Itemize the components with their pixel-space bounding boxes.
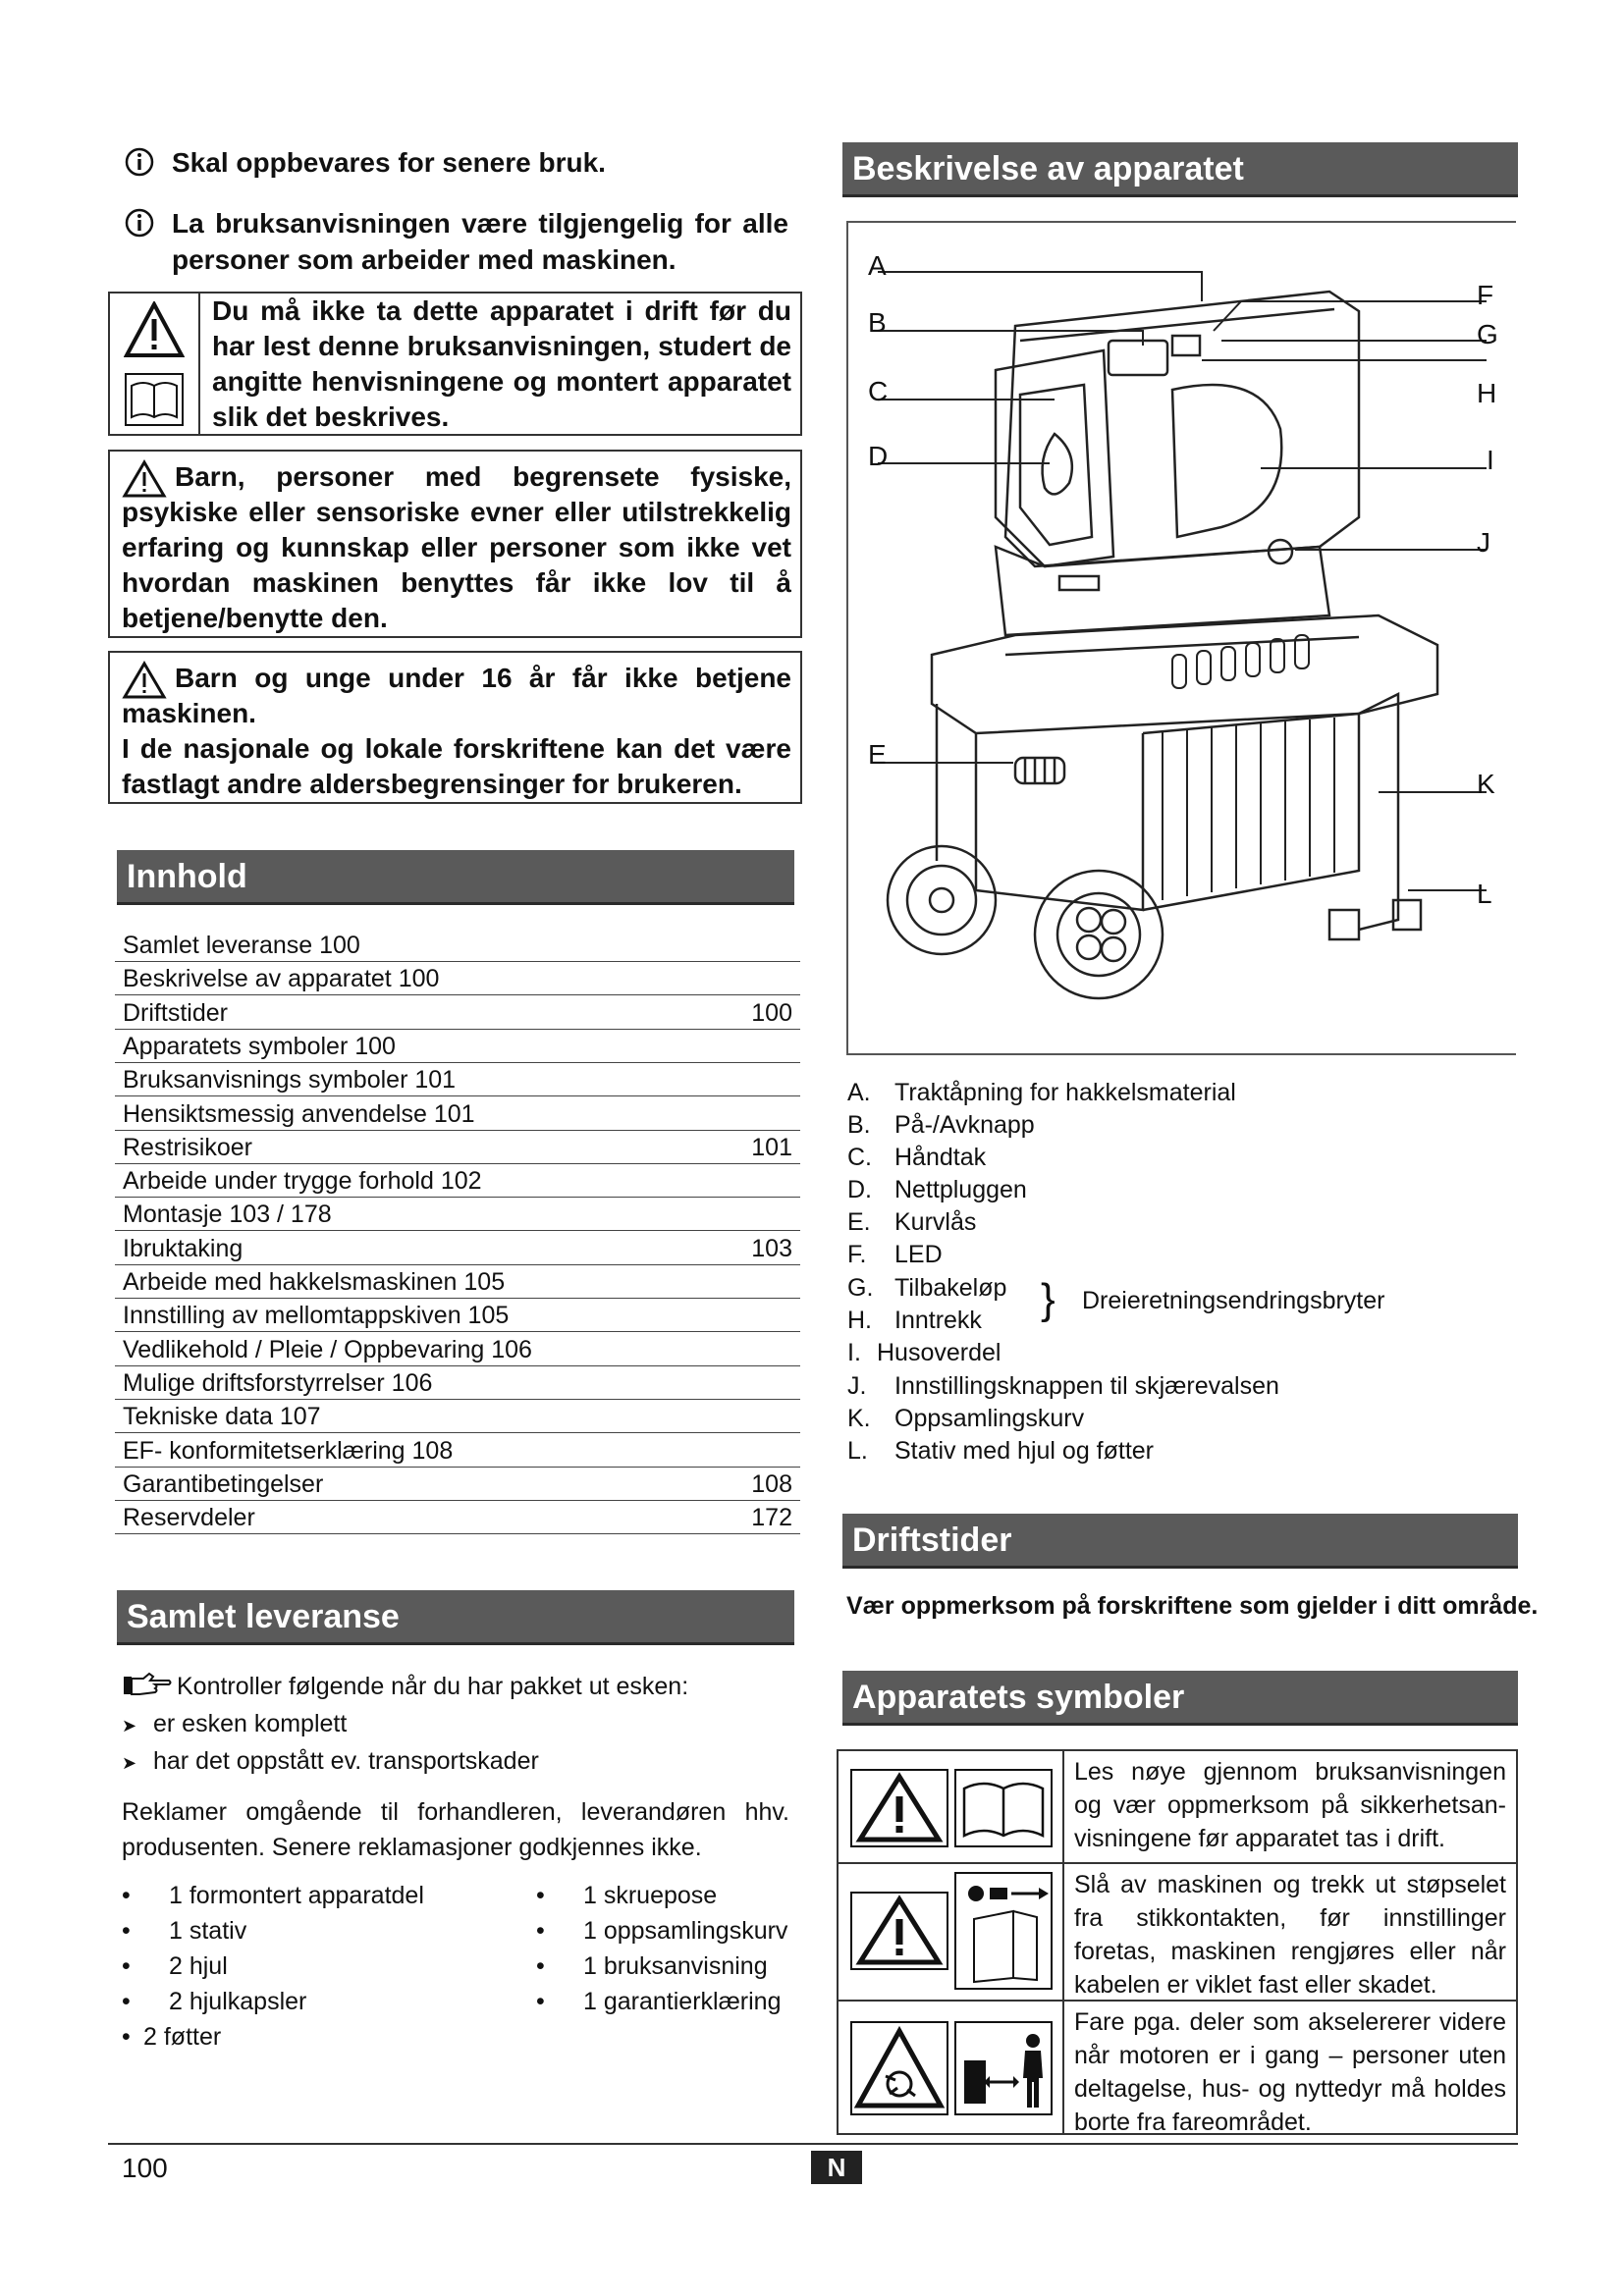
item-text: 2 hjulkapsler xyxy=(169,1988,307,2015)
toc-row xyxy=(115,1500,800,1534)
manual-book-icon xyxy=(124,372,185,427)
item-text: 1 skruepose xyxy=(583,1882,718,1909)
legend-letter: A. xyxy=(847,1079,871,1106)
legend-text: Husoverdel xyxy=(877,1339,1001,1366)
legend-item xyxy=(847,1337,1001,1369)
info-icon xyxy=(125,147,154,177)
legend-item xyxy=(847,1142,986,1174)
arrow-bullet-icon: ➤ xyxy=(122,1716,137,1735)
footer-rule xyxy=(108,2143,1518,2145)
item-text: 2 hjul xyxy=(169,1952,228,1980)
legend-text: Inntrekk xyxy=(894,1307,982,1334)
symbol-row xyxy=(839,1751,1516,1862)
delivery-check-list xyxy=(122,1706,799,1781)
legend-letter: F. xyxy=(847,1241,867,1268)
toc-label: EF- konformitetserklæring 108 xyxy=(123,1436,454,1465)
item-text: 1 bruksanvisning xyxy=(583,1952,768,1980)
delivery-intro-text: Kontroller følgende når du har pakket ut esken: xyxy=(177,1673,689,1700)
callout-letter: H xyxy=(1477,378,1497,408)
warning-children-box xyxy=(108,450,802,638)
group-brace: } xyxy=(1041,1275,1056,1323)
symbol-icons xyxy=(839,2002,1064,2135)
symbol-text: Slå av maskinen og trekk ut støpselet fra stikkontakten, før innstillinger foretas, maskinen rengjøres eller når kabelen er viklet fast eller skadet. xyxy=(1074,1871,1506,1999)
legend-item xyxy=(847,1435,1154,1468)
item-text: 1 garantierklæring xyxy=(583,1988,782,2015)
callout-letter: K xyxy=(1477,769,1495,799)
toc-row xyxy=(115,1332,800,1366)
list-item xyxy=(122,1878,495,1913)
toc-page: 172 xyxy=(751,1504,792,1532)
unplug-manual-icon xyxy=(954,1872,1053,1990)
toc-label: Reservdeler xyxy=(123,1504,255,1532)
bullet-icon: • xyxy=(122,2023,131,2051)
toc-row xyxy=(115,928,800,962)
legend-item xyxy=(847,1174,1027,1206)
toc-row xyxy=(115,1231,800,1265)
toc-label: Arbeide under trygge forhold 102 xyxy=(123,1167,482,1196)
legend-text: LED xyxy=(894,1241,943,1268)
callout-letter: A xyxy=(868,250,887,281)
toc-row xyxy=(115,1298,800,1332)
legend-letter: H. xyxy=(847,1307,872,1334)
list-item xyxy=(122,1913,495,1949)
notice-keep: Skal oppbevares for senere bruk. xyxy=(172,147,606,178)
toc-row xyxy=(115,1365,800,1400)
legend-item xyxy=(847,1206,976,1239)
toc-label: Beskrivelse av apparatet 100 xyxy=(123,965,440,993)
toc-row xyxy=(115,961,800,995)
callout-letter: J xyxy=(1477,527,1490,558)
callout-letter: B xyxy=(868,307,887,338)
rotating-parts-warning-icon xyxy=(850,2021,948,2115)
symbol-row xyxy=(839,1862,1516,2002)
legend-text: Innstillingsknappen til skjærevalsen xyxy=(894,1372,1279,1400)
toc-label: Samlet leveranse 100 xyxy=(123,932,360,959)
legend-text: Oppsamlingskurv xyxy=(894,1405,1085,1432)
symbol-text: Fare pga. deler som akselererer videre når motoren er i gang – personer uten deltagelse, hus- og nyttedyr må holdes borte fra fareområdet. xyxy=(1074,2008,1506,2136)
legend-item xyxy=(847,1370,1279,1403)
shredder-illustration xyxy=(848,223,1516,1053)
toc-label: Driftstider xyxy=(123,998,228,1027)
symbol-icons xyxy=(839,1751,1064,1862)
legend-letter: G. xyxy=(847,1274,874,1302)
gh-group-label: Dreieretningsendringsbryter xyxy=(1082,1287,1385,1314)
bullet-icon: • xyxy=(536,1952,545,1980)
toc-row xyxy=(115,1399,800,1433)
bullet-icon: • xyxy=(122,1917,131,1945)
bullet-icon: • xyxy=(122,1952,131,1980)
warning-read-manual-box xyxy=(108,292,802,436)
bullet-icon: • xyxy=(536,1882,545,1909)
bullet-icon: • xyxy=(122,1988,131,2015)
legend-letter: B. xyxy=(847,1111,871,1139)
toc-label: Ibruktaking xyxy=(123,1234,244,1262)
toc-row xyxy=(115,1433,800,1468)
contents-heading: Innhold xyxy=(117,850,794,905)
toc-page: 100 xyxy=(751,998,792,1027)
delivery-claim: Reklamer omgående til forhandleren, leverandøren hhv. produsenten. Senere reklamasjoner godkjennes ikke. xyxy=(122,1798,789,1861)
notice-available: La bruksanvisningen være tilgjengelig for alle personer som arbeider med maskinen. xyxy=(172,208,788,275)
toc-label: Garantibetingelser xyxy=(123,1469,324,1498)
toc-row xyxy=(115,1163,800,1198)
list-item xyxy=(536,1878,831,1913)
legend-letter: J. xyxy=(847,1372,867,1400)
bullet-icon: • xyxy=(536,1917,545,1945)
legend-text: Tilbakeløp xyxy=(894,1274,1007,1302)
bullet-icon: • xyxy=(536,1988,545,2015)
toc-label: Arbeide med hakkelsmaskinen 105 xyxy=(123,1268,506,1296)
callout-letter: L xyxy=(1477,879,1492,909)
toc-row xyxy=(115,1062,800,1096)
toc-row xyxy=(115,995,800,1030)
list-item xyxy=(122,1743,799,1781)
legend-text: Kurvlås xyxy=(894,1208,977,1236)
warning-children-text: Barn, personer med begrensete fysiske, psykiske eller sensoriske evner eller utilstrekkelig erfaring og kunnskap eller personer som ikke vet hvordan maskinen benyttes får ikke lov til å betjene/benytte den. xyxy=(122,461,791,633)
delivery-intro xyxy=(122,1669,799,1704)
callout-letter: D xyxy=(868,441,889,471)
legend-letter: D. xyxy=(847,1176,872,1203)
legend-letter: I. xyxy=(847,1339,861,1366)
toc-label: Restrisikoer xyxy=(123,1133,252,1161)
warning-triangle-icon xyxy=(124,301,185,358)
toc-label: Apparatets symboler 100 xyxy=(123,1032,396,1060)
legend-letter: C. xyxy=(847,1144,872,1171)
keep-distance-icon xyxy=(954,2021,1053,2115)
toc-label: Bruksanvisnings symboler 101 xyxy=(123,1066,457,1095)
list-item xyxy=(122,1706,799,1743)
toc-label: Mulige driftsforstyrrelser 106 xyxy=(123,1368,433,1397)
toc-label: Hensiktsmessig anvendelse 101 xyxy=(123,1099,475,1128)
device-diagram xyxy=(846,221,1516,1055)
legend-letter: E. xyxy=(847,1208,871,1236)
check-text: er esken komplett xyxy=(153,1710,348,1737)
language-badge: N xyxy=(811,2151,862,2184)
warning-triangle-icon xyxy=(850,1769,948,1847)
legend-item xyxy=(847,1272,1006,1305)
toc-row xyxy=(115,1197,800,1231)
description-heading: Beskrivelse av apparatet xyxy=(842,142,1518,197)
delivery-heading: Samlet leveranse xyxy=(117,1590,794,1645)
list-item xyxy=(122,1949,495,1984)
legend-item xyxy=(847,1077,1236,1109)
legend-letter: L. xyxy=(847,1437,868,1465)
callout-letter: F xyxy=(1477,280,1494,310)
manual-book-icon xyxy=(954,1769,1053,1847)
legend-text: Traktåpning for hakkelsmaterial xyxy=(894,1079,1236,1106)
item-text: 1 formontert apparatdel xyxy=(169,1882,424,1909)
list-item xyxy=(122,1984,495,2019)
list-item xyxy=(122,2019,495,2055)
item-text: 1 stativ xyxy=(169,1917,247,1945)
legend-letter: K. xyxy=(847,1405,871,1432)
toc-label: Vedlikehold / Pleie / Oppbevaring 106 xyxy=(123,1335,532,1363)
item-text: 2 føtter xyxy=(143,2023,222,2051)
legend-text: Håndtak xyxy=(894,1144,987,1171)
item-text: 1 oppsamlingskurv xyxy=(583,1917,788,1945)
list-item xyxy=(536,1949,831,1984)
toc-row xyxy=(115,1029,800,1063)
symbol-row xyxy=(839,2000,1516,2135)
list-item xyxy=(536,1984,831,2019)
operating-heading: Driftstider xyxy=(842,1514,1518,1569)
legend-text: Nettpluggen xyxy=(894,1176,1027,1203)
toc-label: Tekniske data 107 xyxy=(123,1403,321,1431)
delivery-items-right xyxy=(536,1878,831,2019)
warning-age-text-2: I de nasjonale og lokale forskriftene kan det være fastlagt andre aldersbegrensinger for brukeren. xyxy=(122,733,791,799)
toc-page: 101 xyxy=(751,1133,792,1161)
callout-letter: G xyxy=(1477,319,1498,349)
info-icon xyxy=(125,208,154,238)
page-number: 100 xyxy=(122,2153,168,2183)
pointing-hand-icon xyxy=(122,1671,173,1698)
list-item xyxy=(536,1913,831,1949)
symbols-heading: Apparatets symboler xyxy=(842,1671,1518,1726)
operating-text: Vær oppmerksom på forskriftene som gjelder i ditt område. xyxy=(846,1592,1539,1620)
legend-item xyxy=(847,1305,982,1337)
warning-triangle-icon xyxy=(850,1892,948,1970)
callout-letter: E xyxy=(868,739,887,770)
warning-triangle-icon xyxy=(122,459,167,499)
symbols-table xyxy=(837,1749,1518,2135)
warning-read-manual-text: Du må ikke ta dette apparatet i drift før du har lest denne bruksanvisningen, studert de angitte henvisningene og montert apparatet slik det beskrives. xyxy=(212,295,791,432)
toc-label: Montasje 103 / 178 xyxy=(123,1201,332,1229)
warning-age-box xyxy=(108,651,802,804)
toc-page: 108 xyxy=(751,1469,792,1498)
toc-page: 103 xyxy=(751,1234,792,1262)
callout-letter: C xyxy=(868,376,889,406)
warning-icon-panel xyxy=(110,294,200,434)
legend-text: På-/Avknapp xyxy=(894,1111,1035,1139)
check-text: har det oppstått ev. transportskader xyxy=(153,1747,539,1775)
symbol-text: Les nøye gjennom bruksanvisningen og vær oppmerksom på sikkerhetsan-visningene før apparatet tas i drift. xyxy=(1074,1758,1506,1852)
legend-item xyxy=(847,1403,1084,1435)
toc-row xyxy=(115,1130,800,1164)
warning-age-text-1: Barn og unge under 16 år får ikke betjene maskinen. xyxy=(122,663,791,728)
toc-label: Innstilling av mellomtappskiven 105 xyxy=(123,1302,510,1330)
callout-letter: I xyxy=(1487,445,1494,475)
legend-item xyxy=(847,1239,943,1271)
warning-triangle-icon xyxy=(122,661,167,700)
toc-row xyxy=(115,1264,800,1299)
legend-item xyxy=(847,1109,1035,1142)
legend-text: Stativ med hjul og føtter xyxy=(894,1437,1155,1465)
toc-row xyxy=(115,1096,800,1131)
toc-row xyxy=(115,1467,800,1501)
delivery-items-left xyxy=(122,1878,495,2055)
symbol-icons xyxy=(839,1864,1064,2002)
arrow-bullet-icon: ➤ xyxy=(122,1753,137,1773)
bullet-icon: • xyxy=(122,1882,131,1909)
